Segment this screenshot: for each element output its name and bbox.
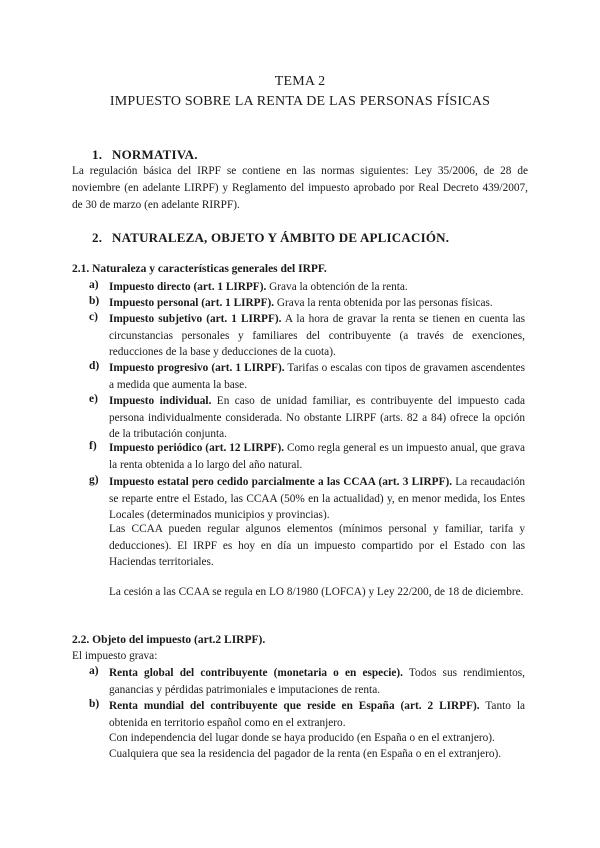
item-2-2-b-bold: Renta mundial del contribuyente que reside en España (art. 2 LIRPF). [109, 700, 480, 712]
item-d-text: Tarifas o escalas con tipos de gravamen ascendentes a medida que aumenta la base. [109, 362, 525, 391]
item-g [109, 474, 525, 524]
item-2-2-b-extra1: Con independencia del lugar donde se haya producido (en España o en el extranjero). [109, 732, 495, 744]
item-a [109, 279, 525, 296]
item-b [109, 295, 525, 312]
item-e-bold: Impuesto individual. [109, 395, 212, 407]
item-c-bold: Impuesto subjetivo (art. 1 LIRPF). [109, 313, 282, 325]
item-a-bold: Impuesto directo (art. 1 LIRPF). [109, 281, 267, 293]
item-c-label: c) [89, 311, 98, 323]
section1-number: 1. [92, 147, 103, 162]
item-2-2-b [109, 698, 525, 731]
item-f-text: Como regla general es un impuesto anual, que grava la renta obtenida a lo largo del año natural. [109, 442, 525, 471]
subsection-2-1-heading: 2.1. Naturaleza y características generales del IRPF. [72, 263, 327, 275]
document-title-line1: TEMA 2 [274, 74, 326, 89]
item-b-bold: Impuesto personal (art. 1 LIRPF). [109, 297, 275, 309]
item-f-bold: Impuesto periódico (art. 12 LIRPF). [109, 442, 285, 454]
item-e [109, 393, 525, 443]
section1-heading [92, 147, 198, 163]
item-g-bold: Impuesto estatal pero cedido parcialmente a las CCAA (art. 3 LIRPF). [109, 476, 453, 488]
item-c [109, 311, 525, 361]
item-2-2-b-label: b) [89, 698, 100, 710]
item-g-text: La recaudación se reparte entre el Estado, las CCAA (50% en la actualidad) y, en menor medida, los Entes Locales (determinados municipios y provincias). [109, 476, 525, 521]
section2-heading [92, 230, 449, 246]
item-b-label: b) [89, 295, 100, 307]
item-g-extra1: Las CCAA pueden regular algunos elementos (mínimos personal y familiar, tarifa y deducciones). El IRPF es hoy en día un impuesto compartido por el Estado con las Haciendas territoriales. [109, 523, 525, 568]
item-g-label: g) [89, 474, 99, 486]
subsection-2-2-heading: 2.2. Objeto del impuesto (art.2 LIRPF). [72, 634, 266, 646]
section2-number: 2. [92, 230, 103, 245]
item-a-label: a) [89, 279, 99, 291]
item-e-label: e) [89, 393, 98, 405]
item-a-text: Grava la obtención de la renta. [266, 281, 408, 293]
section1-title: NORMATIVA. [112, 147, 198, 162]
item-2-2-a-bold: Renta global del contribuyente (monetaria o en especie). [109, 667, 403, 679]
item-g-extra2: La cesión a las CCAA se regula en LO 8/1980 (LOFCA) y Ley 22/200, de 18 de diciembre. [109, 586, 524, 598]
document-title-line2: IMPUESTO SOBRE LA RENTA DE LAS PERSONAS FÍSICAS [109, 94, 491, 109]
item-f [109, 440, 525, 473]
item-2-2-b-text: Tanto la obtenida en territorio español como en el extranjero. [109, 700, 525, 729]
item-d-bold: Impuesto progresivo (art. 1 LIRPF). [109, 362, 285, 374]
item-f-label: f) [89, 440, 97, 452]
item-b-text: Grava la renta obtenida por las personas físicas. [274, 297, 493, 309]
item-2-2-a-label: a) [89, 665, 99, 677]
subsection-2-2-intro: El impuesto grava: [72, 650, 158, 662]
item-2-2-a-text: Todos sus rendimientos, ganancias y pérdidas patrimoniales e imputaciones de renta. [109, 667, 525, 696]
item-d-label: d) [89, 360, 100, 372]
item-d [109, 360, 525, 393]
item-2-2-a [109, 665, 525, 698]
item-2-2-b-extra2: Cualquiera que sea la residencia del pagador de la renta (en España o en el extranjero). [109, 748, 502, 760]
item-e-text: En caso de unidad familiar, es contribuyente del impuesto cada persona individualmente considerada. No obstante LIRPF (arts. 82 a 84) ofrece la opción de la tributación conjunta. [109, 395, 525, 440]
section2-title: NATURALEZA, OBJETO Y ÁMBITO DE APLICACIÓN. [112, 230, 450, 245]
section1-paragraph: La regulación básica del IRPF se contiene en las normas siguientes: Ley 35/2006, de 28 de noviembre (en adelante LIRPF) y Reglamento del impuesto aprobado por Real Decreto 439/2007, de 30 de marzo (en adelante RIRPF). [72, 165, 528, 211]
item-c-text: A la hora de gravar la renta se tienen en cuenta las circunstancias personales y familiares del contribuyente (a través de exenciones, reducciones de la base y deducciones de la cuota). [109, 313, 525, 358]
